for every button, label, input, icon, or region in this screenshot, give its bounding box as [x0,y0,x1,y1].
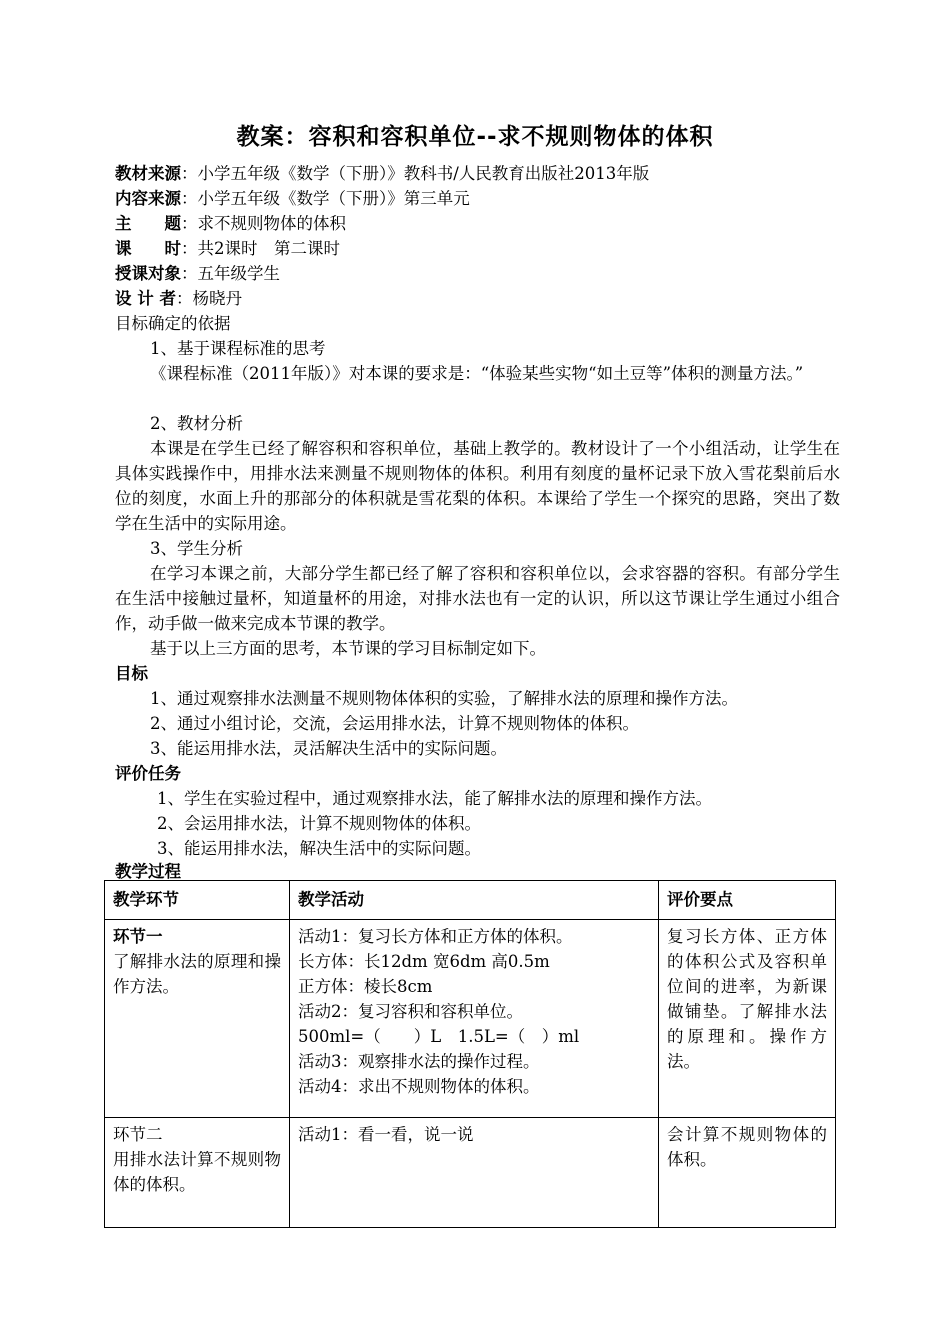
goal-item: 3、能运用排水法，灵活解决生活中的实际问题。 [150,739,507,758]
activity-line: 活动3：观察排水法的操作过程。 [298,1052,540,1071]
basis-section-1-text: 《课程标准（2011年版）》对本课的要求是：“体验某些实物“如土豆等”体积的测量方法。” [150,364,804,383]
goal-item: 2、通过小组讨论，交流，会运用排水法，计算不规则物体的体积。 [150,714,639,733]
stage-cell [105,1118,290,1228]
meta-label: 教材来源 [115,164,181,183]
evaluation-heading: 评价任务 [115,764,181,783]
meta-topic: 主 题：求不规则物体的体积 [115,214,346,233]
activity-line: 活动1：复习长方体和正方体的体积。 [298,927,573,946]
basis-section-3-title: 3、学生分析 [150,539,243,558]
meta-label: 授课对象 [115,264,181,283]
basis-section-2-text: 本课是在学生已经了解容积和容积单位，基础上教学的。教材设计了一个小组活动，让学生在具体实践操作中，用排水法来测量不规则物体的体积。利用有刻度的量杯记录下放入雪花梨前后水位的刻度，水面上升的那部分的体积就是雪花梨的体积。本课给了学生一个探究的思路，突出了数学在生活中的实际用途。 [115,439,840,533]
meta-audience: 授课对象：五年级学生 [115,264,280,283]
table-row [105,920,836,1118]
teaching-process-table [104,880,836,1228]
meta-value: 求不规则物体的体积 [197,214,346,233]
document-title: 教案：容积和容积单位--求不规则物体的体积 [236,124,714,150]
goal-item: 1、通过观察排水法测量不规则物体体积的实验，了解排水法的原理和操作方法。 [150,689,738,708]
meta-value: 五年级学生 [197,264,280,283]
activity-line: 活动4：求出不规则物体的体积。 [298,1077,540,1096]
process-heading: 教学过程 [115,862,181,881]
meta-label: 内容来源 [115,189,181,208]
evaluation-point: 会计算不规则物体的体积。 [667,1125,827,1169]
basis-summary: 基于以上三方面的思考，本节课的学习目标制定如下。 [150,639,546,658]
meta-periods: 课 时：共2课时 第二课时 [115,239,340,258]
table-row [105,1118,836,1228]
meta-textbook-source: 教材来源：小学五年级《数学（下册）》教科书/人民教育出版社2013年版 [115,164,650,183]
activity-line: 活动1：看一看，说一说 [298,1125,474,1144]
activity-line: 活动2：复习容积和容积单位。 [298,1002,523,1021]
evaluation-item: 1、学生在实验过程中，通过观察排水法，能了解排水法的原理和操作方法。 [157,789,712,808]
evaluation-item: 2、会运用排水法，计算不规则物体的体积。 [157,814,481,833]
activity-cell [290,920,659,1118]
column-header-activity: 教学活动 [290,881,659,920]
meta-label: 设 计 者 [115,289,176,308]
meta-label: 课 时 [115,239,181,258]
activity-cell [290,1118,659,1228]
basis-section-3-text: 在学习本课之前，大部分学生都已经了解了容积和容积单位以，会求容器的容积。有部分学生在生活中接触过量杯，知道量杯的用途，对排水法也有一定的认识，所以这节课让学生通过小组合作，动手做一做来完成本节课的教学。 [115,564,840,633]
basis-section-1-title: 1、基于课程标准的思考 [150,339,326,358]
stage-cell [105,920,290,1118]
column-header-evaluation: 评价要点 [659,881,836,920]
table-header-row [105,881,836,920]
stage-description: 用排水法计算不规则物体的体积。 [113,1150,281,1194]
meta-value: 小学五年级《数学（下册）》第三单元 [197,189,470,208]
meta-value: 共2课时 第二课时 [197,239,340,258]
evaluation-cell [659,920,836,1118]
basis-section-2-title: 2、教材分析 [150,414,243,433]
activity-line: 长方体：长12dm 宽6dm 高0.5m [298,952,550,971]
stage-title: 环节一 [113,927,163,946]
meta-value: 小学五年级《数学（下册）》教科书/人民教育出版社2013年版 [197,164,650,183]
column-header-stage: 教学环节 [105,881,290,920]
activity-line: 正方体：棱长8cm [298,977,433,996]
activity-line: 500ml=（ ）L 1.5L=（ ）ml [298,1027,580,1046]
meta-label: 主 题 [115,214,181,233]
stage-title: 环节二 [113,1125,163,1144]
meta-value: 杨晓丹 [192,289,242,308]
evaluation-item: 3、能运用排水法，解决生活中的实际问题。 [157,839,481,858]
basis-heading: 目标确定的依据 [115,314,231,333]
evaluation-point: 复习长方体、正方体的体积公式及容积单位间的进率，为新课做铺垫。了解排水法的原理和。操作方法。 [667,927,827,1071]
meta-designer: 设 计 者：杨晓丹 [115,289,242,308]
evaluation-cell [659,1118,836,1228]
meta-content-source: 内容来源：小学五年级《数学（下册）》第三单元 [115,189,470,208]
goals-heading: 目标 [115,664,148,683]
stage-description: 了解排水法的原理和操作方法。 [113,952,281,996]
